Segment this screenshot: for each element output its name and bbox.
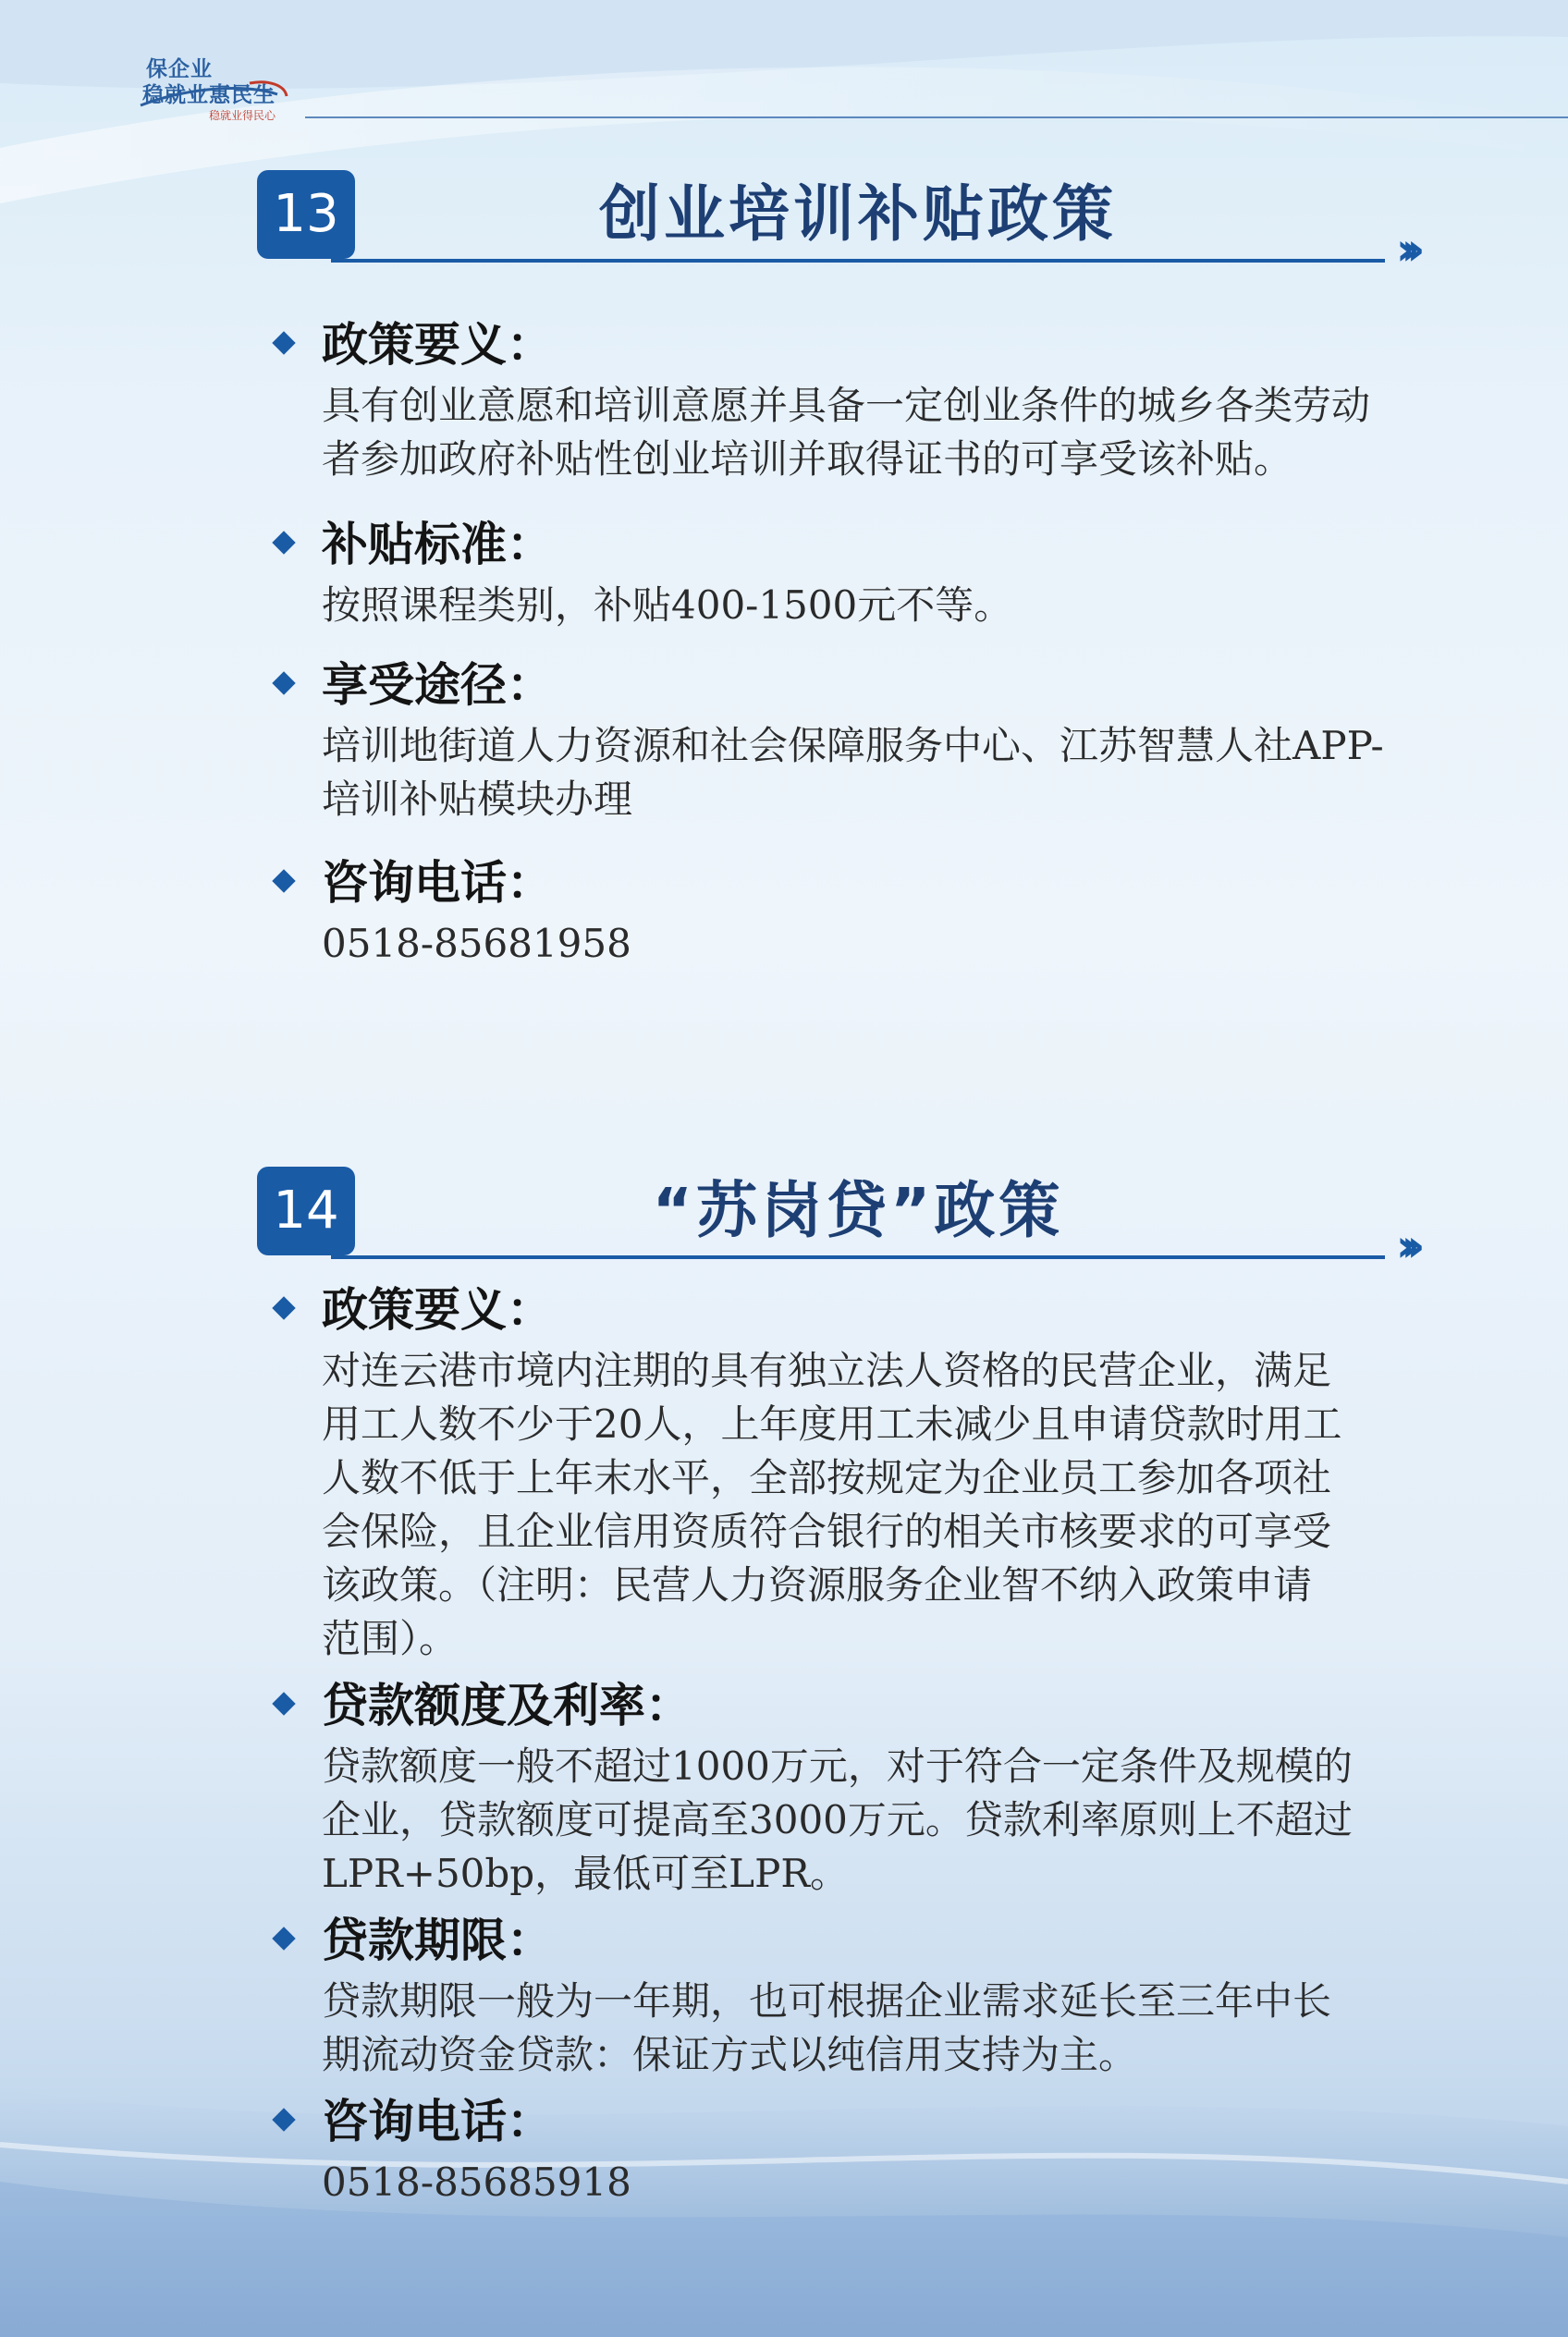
header-divider — [305, 116, 1568, 118]
chevron-right-icon: ››› — [1396, 1220, 1413, 1272]
item-line: 企业，贷款额度可提高至3000万元。贷款利率原则上不超过 — [322, 1797, 1353, 1842]
diamond-bullet-icon — [272, 2108, 295, 2131]
item-line: 具有创业意愿和培训意愿并具备一定创业条件的城乡各类劳动 — [322, 383, 1371, 428]
diamond-bullet-icon — [272, 869, 295, 892]
item-body — [322, 719, 1384, 826]
section-title: 创业培训补贴政策 — [599, 178, 1117, 250]
item-label: 咨询电话： — [322, 856, 553, 910]
item-label: 贷款期限： — [322, 1914, 553, 1967]
policy-item-phone — [276, 852, 1477, 982]
section-divider — [331, 259, 1385, 263]
item-body — [322, 2156, 631, 2209]
item-body — [322, 917, 631, 971]
item-line: LPR+50bp，最低可至LPR。 — [322, 1851, 849, 1896]
item-label: 享受途径： — [322, 658, 553, 712]
item-label: 政策要义： — [322, 318, 553, 372]
section-number: 14 — [257, 1167, 355, 1255]
item-line: 培训补贴模块办理 — [322, 777, 633, 822]
diamond-bullet-icon — [272, 1692, 295, 1715]
item-line: 按照课程类别，补贴400-1500元不等。 — [322, 582, 1013, 628]
logo-line1: 保企业 — [146, 57, 213, 81]
item-line: 对连云港市境内注期的具有独立法人资格的民营企业，满足 — [322, 1348, 1332, 1393]
item-line: 贷款期限一般为一年期，也可根据企业需求延长至三年中长 — [322, 1978, 1332, 2024]
policy-item-phone — [276, 2091, 1477, 2221]
section-number: 13 — [257, 170, 355, 259]
item-body — [322, 1740, 1353, 1901]
policy-item-channel — [276, 655, 1477, 839]
diamond-bullet-icon — [272, 671, 295, 694]
section-13-header — [257, 170, 1496, 275]
policy-item-loan-term — [276, 1910, 1477, 2095]
item-line: 该政策。（注明：民营人力资源服务企业智不纳入政策申请 — [322, 1562, 1313, 1608]
logo-line2: 稳就业惠民生 — [142, 83, 276, 107]
item-line: 会保险，且企业信用资质符合银行的相关市核要求的可享受 — [322, 1509, 1332, 1554]
phone-number: 0518-85685918 — [322, 2160, 631, 2205]
policy-item-meaning — [276, 1279, 1477, 1668]
item-line: 人数不低于上年末水平，全部按规定为企业员工参加各项社 — [322, 1455, 1332, 1500]
section-title: “苏岗贷”政策 — [652, 1175, 1064, 1246]
phone-number: 0518-85681958 — [322, 921, 631, 966]
policy-item-standard — [276, 514, 1477, 643]
section-divider — [331, 1255, 1385, 1259]
item-body — [322, 1975, 1331, 2082]
item-label: 政策要义： — [322, 1283, 553, 1337]
section-14-header — [257, 1167, 1496, 1272]
policy-item-meaning — [276, 314, 1477, 499]
item-label: 咨询电话： — [322, 2095, 553, 2148]
chevron-right-icon: ››› — [1396, 224, 1413, 275]
diamond-bullet-icon — [272, 531, 295, 554]
item-line: 期流动资金贷款：保证方式以纯信用支持为主。 — [322, 2032, 1138, 2077]
logo-tagline: 稳就业得民心 — [209, 109, 276, 122]
logo — [139, 48, 324, 131]
item-body — [322, 1344, 1341, 1666]
item-label: 补贴标准： — [322, 518, 553, 571]
diamond-bullet-icon — [272, 1927, 295, 1950]
item-line: 贷款额度一般不超过1000万元，对于符合一定条件及规模的 — [322, 1744, 1353, 1789]
item-line: 者参加政府补贴性创业培训并取得证书的可享受该补贴。 — [322, 436, 1293, 482]
item-line: 范围）。 — [322, 1616, 459, 1661]
item-body — [322, 579, 1012, 632]
policy-item-loan-amount — [276, 1675, 1477, 1906]
item-line: 培训地街道人力资源和社会保障服务中心、江苏智慧人社APP- — [322, 723, 1384, 768]
item-line: 用工人数不少于20人，上年度用工未减少且申请贷款时用工 — [322, 1401, 1342, 1447]
diamond-bullet-icon — [272, 1296, 295, 1319]
item-body — [322, 379, 1370, 486]
item-label: 贷款额度及利率： — [322, 1679, 692, 1732]
diamond-bullet-icon — [272, 331, 295, 354]
